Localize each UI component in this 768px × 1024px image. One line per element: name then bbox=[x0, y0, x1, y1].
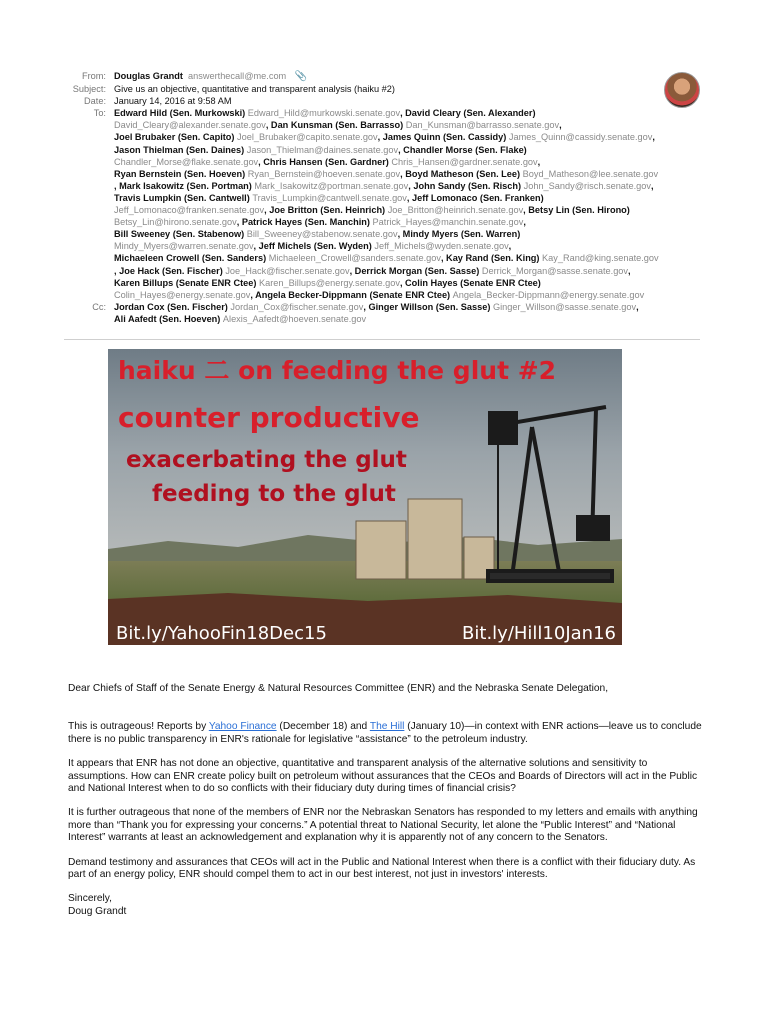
recipient-email[interactable]: Dan_Kunsman@barrasso.senate.gov bbox=[405, 120, 560, 131]
recipient-name[interactable]: , bbox=[652, 132, 655, 143]
signature: Doug Grandt bbox=[68, 905, 127, 917]
recipient-name[interactable]: Ali Aafedt (Sen. Hoeven) bbox=[114, 313, 223, 324]
subject-label: Subject: bbox=[72, 84, 106, 95]
recipient-name[interactable]: , Kay Rand (Sen. King) bbox=[440, 253, 543, 264]
recipient-name[interactable]: , bbox=[537, 156, 541, 167]
to-row bbox=[64, 107, 704, 301]
email-body bbox=[68, 683, 708, 918]
recipient-name[interactable]: , bbox=[628, 265, 631, 276]
recipient-name[interactable]: Ryan Bernstein (Sen. Hoeven) bbox=[114, 168, 248, 179]
cc-line bbox=[114, 313, 704, 325]
recipient-name[interactable]: , John Sandy (Sen. Risch) bbox=[408, 180, 524, 191]
paragraph-1 bbox=[68, 721, 708, 746]
to-line bbox=[114, 168, 704, 180]
poster-link-right: Bit.ly/Hill10Jan16 bbox=[462, 623, 616, 644]
recipient-name[interactable]: Jason Thielman (Sen. Daines) bbox=[114, 144, 247, 155]
recipient-name[interactable]: , Dan Kunsman (Sen. Barrasso) bbox=[265, 120, 406, 131]
recipient-email[interactable]: Karen_Billups@energy.senate.gov bbox=[259, 277, 400, 288]
poster-title: haiku 二 on feeding the glut #2 bbox=[118, 356, 557, 385]
subject-text: Give us an objective, quantitative and transparent analysis (haiku #2) bbox=[114, 84, 395, 95]
paragraph-2: It appears that ENR has not done an objective, quantitative and transparent analysis of the alternative solutions and sensitivity to assumptions. How can ENR create policy built on petroleum without assurances that the CEOs and Boards of Directors will act in the Public and National Interest when to do so conflicts with their fiduciary duty during times of financial crisis? bbox=[68, 758, 698, 795]
recipient-email[interactable]: Travis_Lumpkin@cantwell.senate.gov bbox=[252, 192, 407, 203]
recipient-email[interactable]: Mindy_Myers@warren.senate.gov bbox=[114, 241, 254, 252]
recipient-email[interactable]: James_Quinn@cassidy.senate.gov bbox=[508, 132, 653, 143]
recipient-name[interactable]: , bbox=[636, 301, 639, 312]
closing: Sincerely, bbox=[68, 893, 112, 905]
to-line bbox=[114, 265, 704, 277]
recipient-name[interactable]: , Colin Hayes (Senate ENR Ctee) bbox=[399, 277, 541, 288]
to-line bbox=[114, 119, 704, 131]
recipient-name[interactable]: , Chandler Morse (Sen. Flake) bbox=[398, 144, 527, 155]
sender-name[interactable]: Douglas Grandt bbox=[114, 71, 183, 81]
recipient-email[interactable]: David_Cleary@alexander.senate.gov bbox=[114, 120, 266, 131]
subject-row bbox=[64, 83, 704, 95]
recipient-email[interactable]: Betsy_Lin@hirono.senate.gov bbox=[114, 217, 237, 228]
recipient-email[interactable]: Chandler_Morse@flake.senate.gov bbox=[114, 156, 259, 167]
recipient-email[interactable]: Alexis_Aafedt@hoeven.senate.gov bbox=[222, 313, 367, 324]
to-line bbox=[114, 131, 704, 143]
to-line bbox=[114, 192, 704, 204]
recipient-email[interactable]: John_Sandy@risch.senate.gov bbox=[523, 180, 651, 191]
recipient-name[interactable]: , bbox=[650, 180, 654, 191]
from-row bbox=[64, 70, 704, 83]
to-line bbox=[114, 144, 704, 156]
recipient-name[interactable]: , Jeff Michels (Sen. Wyden) bbox=[253, 241, 375, 252]
date-row bbox=[64, 95, 704, 107]
to-line bbox=[114, 240, 704, 252]
recipient-name[interactable]: Bill Sweeney (Sen. Stabenow) bbox=[114, 229, 247, 240]
paperclip-icon: 📎 bbox=[294, 71, 308, 82]
sender-avatar bbox=[664, 72, 700, 108]
recipient-email[interactable]: Angela_Becker-Dippmann@energy.senate.gov bbox=[452, 289, 645, 300]
recipient-name[interactable]: , bbox=[523, 217, 526, 228]
recipient-email[interactable]: Jason_Thielman@daines.senate.gov bbox=[246, 144, 399, 155]
poster-link-left: Bit.ly/YahooFin18Dec15 bbox=[116, 623, 327, 644]
recipient-name[interactable]: Jordan Cox (Sen. Fischer) bbox=[114, 301, 231, 312]
recipient-email[interactable]: Edward_Hild@murkowski.senate.gov bbox=[247, 108, 401, 119]
to-line bbox=[114, 156, 704, 168]
recipient-name[interactable]: Michaeleen Crowell (Sen. Sanders) bbox=[114, 253, 269, 264]
to-label: To: bbox=[93, 108, 106, 119]
paragraph-4: Demand testimony and assurances that CEOs will act in the Public and National Interest when there is a conflict with their fiduciary duty. As part of an energy policy, ENR should compel them to act in our best interest, not just in investors' interests. bbox=[68, 856, 696, 881]
paragraph-3: It is further outrageous that none of the members of ENR nor the Nebraskan Senators has responded to my letters and emails with anything more than “Thank you for expressing your concerns.” A potential threat to National Security, let alone the “Public Interest” and “National Interest” warrants at least an acknowledgement and explanation why it is apparently not of any concern to the Senators. bbox=[68, 807, 698, 844]
recipient-name[interactable]: , Joe Britton (Sen. Heinrich) bbox=[264, 205, 388, 216]
haiku-poster-image bbox=[108, 349, 622, 645]
recipient-email[interactable]: Joe_Hack@fischer.senate.gov bbox=[225, 265, 350, 276]
p1-text-c: (January 10)—in context with ENR actions—leave us to conclude there is no public transparency in ENR's rationale for legislative “assistance” to the petroleum industry. bbox=[68, 721, 702, 745]
recipient-email[interactable]: Colin_Hayes@energy.senate.gov bbox=[114, 289, 251, 300]
to-line bbox=[114, 289, 704, 301]
recipient-email[interactable]: Bill_Sweeney@stabenow.senate.gov bbox=[246, 229, 398, 240]
recipient-email[interactable]: Michaeleen_Crowell@sanders.senate.gov bbox=[268, 253, 441, 264]
poster-line-1: counter productive bbox=[118, 401, 420, 434]
to-line bbox=[114, 216, 704, 228]
recipient-email[interactable]: Boyd_Matheson@lee.senate.gov bbox=[522, 168, 659, 179]
recipient-name[interactable]: , Chris Hansen (Sen. Gardner) bbox=[258, 156, 392, 167]
recipient-name[interactable]: , Boyd Matheson (Sen. Lee) bbox=[400, 168, 523, 179]
yahoo-finance-link[interactable]: Yahoo Finance bbox=[208, 721, 277, 733]
recipient-email[interactable]: Ryan_Bernstein@hoeven.senate.gov bbox=[247, 168, 401, 179]
p1-text-b: (December 18) and bbox=[276, 721, 370, 733]
email-header bbox=[64, 70, 704, 325]
cc-recipients bbox=[114, 301, 704, 325]
recipient-email[interactable]: Patrick_Hayes@manchin.senate.gov bbox=[372, 217, 524, 228]
the-hill-link[interactable]: The Hill bbox=[369, 721, 405, 733]
recipient-name[interactable]: , bbox=[559, 120, 562, 131]
sender-email[interactable]: answerthecall@me.com bbox=[188, 71, 287, 81]
recipient-email[interactable]: Ginger_Willson@sasse.senate.gov bbox=[492, 301, 637, 312]
date-text: January 14, 2016 at 9:58 AM bbox=[114, 96, 232, 107]
recipient-email[interactable]: Jordan_Cox@fischer.senate.gov bbox=[230, 301, 364, 312]
to-line bbox=[114, 252, 704, 264]
cc-label: Cc: bbox=[92, 301, 106, 312]
recipient-name[interactable]: , Ginger Willson (Sen. Sasse) bbox=[363, 301, 493, 312]
recipient-name[interactable]: , Jeff Lomonaco (Sen. Franken) bbox=[406, 192, 544, 203]
recipient-email[interactable]: Chris_Hansen@gardner.senate.gov bbox=[391, 156, 538, 167]
poster-line-3: feeding to the glut bbox=[152, 481, 396, 507]
recipient-email[interactable]: Joel_Brubaker@capito.senate.gov bbox=[237, 132, 378, 143]
recipient-email[interactable]: Derrick_Morgan@sasse.senate.gov bbox=[481, 265, 629, 276]
p1-text-a: This is outrageous! Reports by bbox=[68, 721, 209, 733]
date-label: Date: bbox=[84, 96, 106, 107]
header-divider bbox=[64, 339, 700, 340]
to-line bbox=[114, 107, 704, 119]
to-line bbox=[114, 277, 704, 289]
recipient-name[interactable]: , Mindy Myers (Sen. Warren) bbox=[397, 229, 521, 240]
recipient-email[interactable]: Mark_Isakowitz@portman.senate.gov bbox=[254, 180, 409, 191]
recipient-name[interactable]: , Mark Isakowitz (Sen. Portman) bbox=[114, 180, 255, 191]
greeting: Dear Chiefs of Staff of the Senate Energy & Natural Resources Committee (ENR) and the Nebraska Senate Delegation, bbox=[68, 683, 609, 694]
recipient-name[interactable]: , Joe Hack (Sen. Fischer) bbox=[114, 265, 226, 276]
recipient-name[interactable]: , Angela Becker-Dippmann (Senate ENR Ctee) bbox=[250, 289, 453, 300]
recipient-name[interactable]: , David Cleary (Sen. Alexander) bbox=[400, 108, 536, 119]
to-line bbox=[114, 180, 704, 192]
to-recipients bbox=[114, 107, 704, 301]
to-line bbox=[114, 228, 704, 240]
recipient-name[interactable]: Joel Brubaker (Sen. Capito) bbox=[114, 132, 238, 143]
recipient-email[interactable]: Jeff_Michels@wyden.senate.gov bbox=[374, 241, 509, 252]
recipient-name[interactable]: Edward Hild (Sen. Murkowski) bbox=[114, 108, 248, 119]
poster-line-2: exacerbating the glut bbox=[126, 447, 407, 473]
recipient-email[interactable]: Jeff_Lomonaco@franken.senate.gov bbox=[114, 205, 265, 216]
recipient-email[interactable]: Kay_Rand@king.senate.gov bbox=[542, 253, 659, 264]
recipient-name[interactable]: Travis Lumpkin (Sen. Cantwell) bbox=[114, 192, 253, 203]
recipient-name[interactable]: Karen Billups (Senate ENR Ctee) bbox=[114, 277, 259, 288]
recipient-name[interactable]: , Derrick Morgan (Sen. Sasse) bbox=[349, 265, 482, 276]
recipient-name[interactable]: , James Quinn (Sen. Cassidy) bbox=[377, 132, 509, 143]
from-label: From: bbox=[82, 71, 106, 81]
recipient-email[interactable]: Joe_Britton@heinrich.senate.gov bbox=[387, 205, 524, 216]
recipient-name[interactable]: , Betsy Lin (Sen. Hirono) bbox=[523, 205, 630, 216]
recipient-name[interactable]: , bbox=[508, 241, 512, 252]
cc-line bbox=[114, 301, 704, 313]
to-line bbox=[114, 204, 704, 216]
cc-row bbox=[64, 301, 704, 325]
recipient-name[interactable]: , Patrick Hayes (Sen. Manchin) bbox=[236, 217, 373, 228]
